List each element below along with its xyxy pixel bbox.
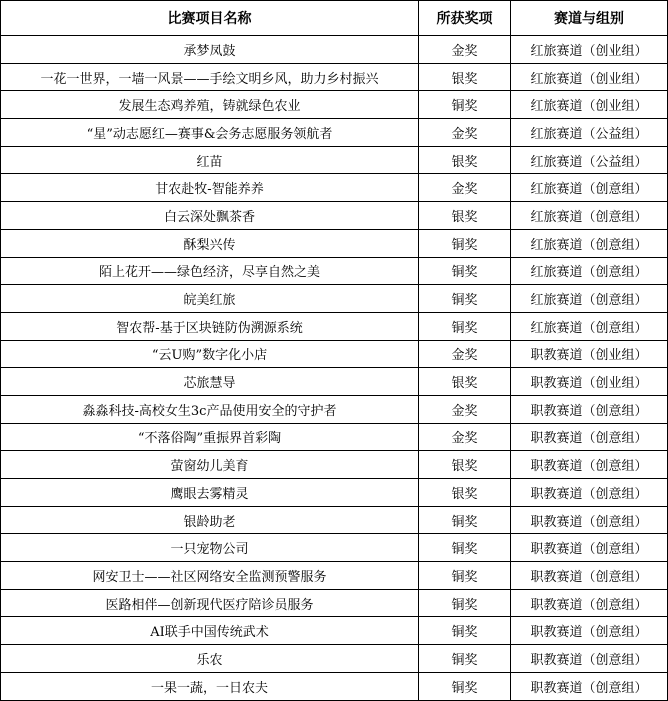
- table-row: [1, 562, 668, 590]
- table-row: [1, 368, 668, 396]
- header-track-group: 赛道与组别: [511, 1, 668, 36]
- cell-track-group: 职教赛道（创意组）: [511, 562, 668, 590]
- cell-track-group: 职教赛道（创意组）: [511, 672, 668, 700]
- cell-project-name: 甘农赴牧-智能养养: [1, 174, 419, 202]
- cell-award: 铜奖: [419, 589, 511, 617]
- cell-track-group: 红旅赛道（创意组）: [511, 257, 668, 285]
- cell-project-name: 医路相伴—创新现代医疗陪诊员服务: [1, 589, 419, 617]
- cell-track-group: 红旅赛道（创业组）: [511, 91, 668, 119]
- cell-track-group: 红旅赛道（创意组）: [511, 285, 668, 313]
- table-row: [1, 451, 668, 479]
- cell-award: 金奖: [419, 119, 511, 147]
- table-row: [1, 672, 668, 700]
- cell-project-name: 承梦凤鼓: [1, 36, 419, 64]
- cell-track-group: 红旅赛道（创意组）: [511, 202, 668, 230]
- cell-project-name: “不落俗陶”重振界首彩陶: [1, 423, 419, 451]
- table-row: [1, 312, 668, 340]
- cell-track-group: 职教赛道（创意组）: [511, 645, 668, 673]
- table-row: [1, 257, 668, 285]
- table-row: [1, 589, 668, 617]
- cell-award: 金奖: [419, 423, 511, 451]
- cell-track-group: 职教赛道（创意组）: [511, 395, 668, 423]
- cell-project-name: 一花一世界，一墙一风景——手绘文明乡风，助力乡村振兴: [1, 63, 419, 91]
- cell-award: 铜奖: [419, 562, 511, 590]
- cell-award: 银奖: [419, 146, 511, 174]
- table-row: [1, 645, 668, 673]
- cell-track-group: 红旅赛道（创意组）: [511, 312, 668, 340]
- cell-award: 金奖: [419, 340, 511, 368]
- cell-track-group: 职教赛道（创意组）: [511, 617, 668, 645]
- cell-track-group: 职教赛道（创意组）: [511, 534, 668, 562]
- cell-award: 金奖: [419, 395, 511, 423]
- table-header-row: [1, 1, 668, 36]
- cell-track-group: 红旅赛道（公益组）: [511, 146, 668, 174]
- cell-award: 银奖: [419, 368, 511, 396]
- cell-award: 铜奖: [419, 229, 511, 257]
- cell-project-name: 皖美红旅: [1, 285, 419, 313]
- table-row: [1, 119, 668, 147]
- cell-track-group: 红旅赛道（创业组）: [511, 36, 668, 64]
- cell-project-name: 白云深处飘茶香: [1, 202, 419, 230]
- cell-award: 铜奖: [419, 506, 511, 534]
- cell-project-name: 网安卫士——社区网络安全监测预警服务: [1, 562, 419, 590]
- cell-track-group: 红旅赛道（创意组）: [511, 174, 668, 202]
- table-row: [1, 506, 668, 534]
- cell-project-name: 淼淼科技-高校女生3c产品使用安全的守护者: [1, 395, 419, 423]
- cell-project-name: 芯旅慧导: [1, 368, 419, 396]
- cell-award: 铜奖: [419, 672, 511, 700]
- cell-track-group: 红旅赛道（公益组）: [511, 119, 668, 147]
- table-row: [1, 340, 668, 368]
- cell-award: 铜奖: [419, 312, 511, 340]
- cell-track-group: 红旅赛道（创意组）: [511, 229, 668, 257]
- cell-track-group: 职教赛道（创意组）: [511, 589, 668, 617]
- cell-project-name: AI联手中国传统武术: [1, 617, 419, 645]
- cell-project-name: 发展生态鸡养殖，铸就绿色农业: [1, 91, 419, 119]
- table-row: [1, 174, 668, 202]
- cell-project-name: 鹰眼去雾精灵: [1, 479, 419, 507]
- table-row: [1, 534, 668, 562]
- cell-award: 银奖: [419, 202, 511, 230]
- cell-project-name: 乐农: [1, 645, 419, 673]
- cell-award: 金奖: [419, 174, 511, 202]
- cell-project-name: 一只宠物公司: [1, 534, 419, 562]
- cell-project-name: “星”动志愿红—赛事&会务志愿服务领航者: [1, 119, 419, 147]
- table-row: [1, 63, 668, 91]
- cell-award: 银奖: [419, 63, 511, 91]
- cell-project-name: 智农帮-基于区块链防伪溯源系统: [1, 312, 419, 340]
- table-row: [1, 479, 668, 507]
- cell-award: 铜奖: [419, 257, 511, 285]
- cell-award: 铜奖: [419, 534, 511, 562]
- cell-award: 铜奖: [419, 285, 511, 313]
- table-row: [1, 617, 668, 645]
- cell-award: 银奖: [419, 451, 511, 479]
- cell-award: 金奖: [419, 36, 511, 64]
- cell-award: 铜奖: [419, 91, 511, 119]
- cell-track-group: 职教赛道（创业组）: [511, 368, 668, 396]
- cell-award: 银奖: [419, 479, 511, 507]
- cell-track-group: 职教赛道（创意组）: [511, 451, 668, 479]
- table-row: [1, 146, 668, 174]
- table-row: [1, 395, 668, 423]
- cell-award: 铜奖: [419, 617, 511, 645]
- cell-track-group: 职教赛道（创意组）: [511, 479, 668, 507]
- cell-award: 铜奖: [419, 645, 511, 673]
- cell-project-name: 一果一蔬，一日农夫: [1, 672, 419, 700]
- cell-track-group: 红旅赛道（创业组）: [511, 63, 668, 91]
- cell-project-name: “云U购”数字化小店: [1, 340, 419, 368]
- cell-track-group: 职教赛道（创意组）: [511, 506, 668, 534]
- cell-project-name: 萤窗幼儿美育: [1, 451, 419, 479]
- table-row: [1, 423, 668, 451]
- table-row: [1, 285, 668, 313]
- table-row: [1, 202, 668, 230]
- cell-project-name: 红苗: [1, 146, 419, 174]
- table-row: [1, 91, 668, 119]
- cell-track-group: 职教赛道（创业组）: [511, 340, 668, 368]
- header-project-name: 比赛项目名称: [1, 1, 419, 36]
- cell-track-group: 职教赛道（创意组）: [511, 423, 668, 451]
- cell-project-name: 银龄助老: [1, 506, 419, 534]
- cell-project-name: 酥梨兴传: [1, 229, 419, 257]
- header-award: 所获奖项: [419, 1, 511, 36]
- table-row: [1, 36, 668, 64]
- cell-project-name: 陌上花开——绿色经济，尽享自然之美: [1, 257, 419, 285]
- table-row: [1, 229, 668, 257]
